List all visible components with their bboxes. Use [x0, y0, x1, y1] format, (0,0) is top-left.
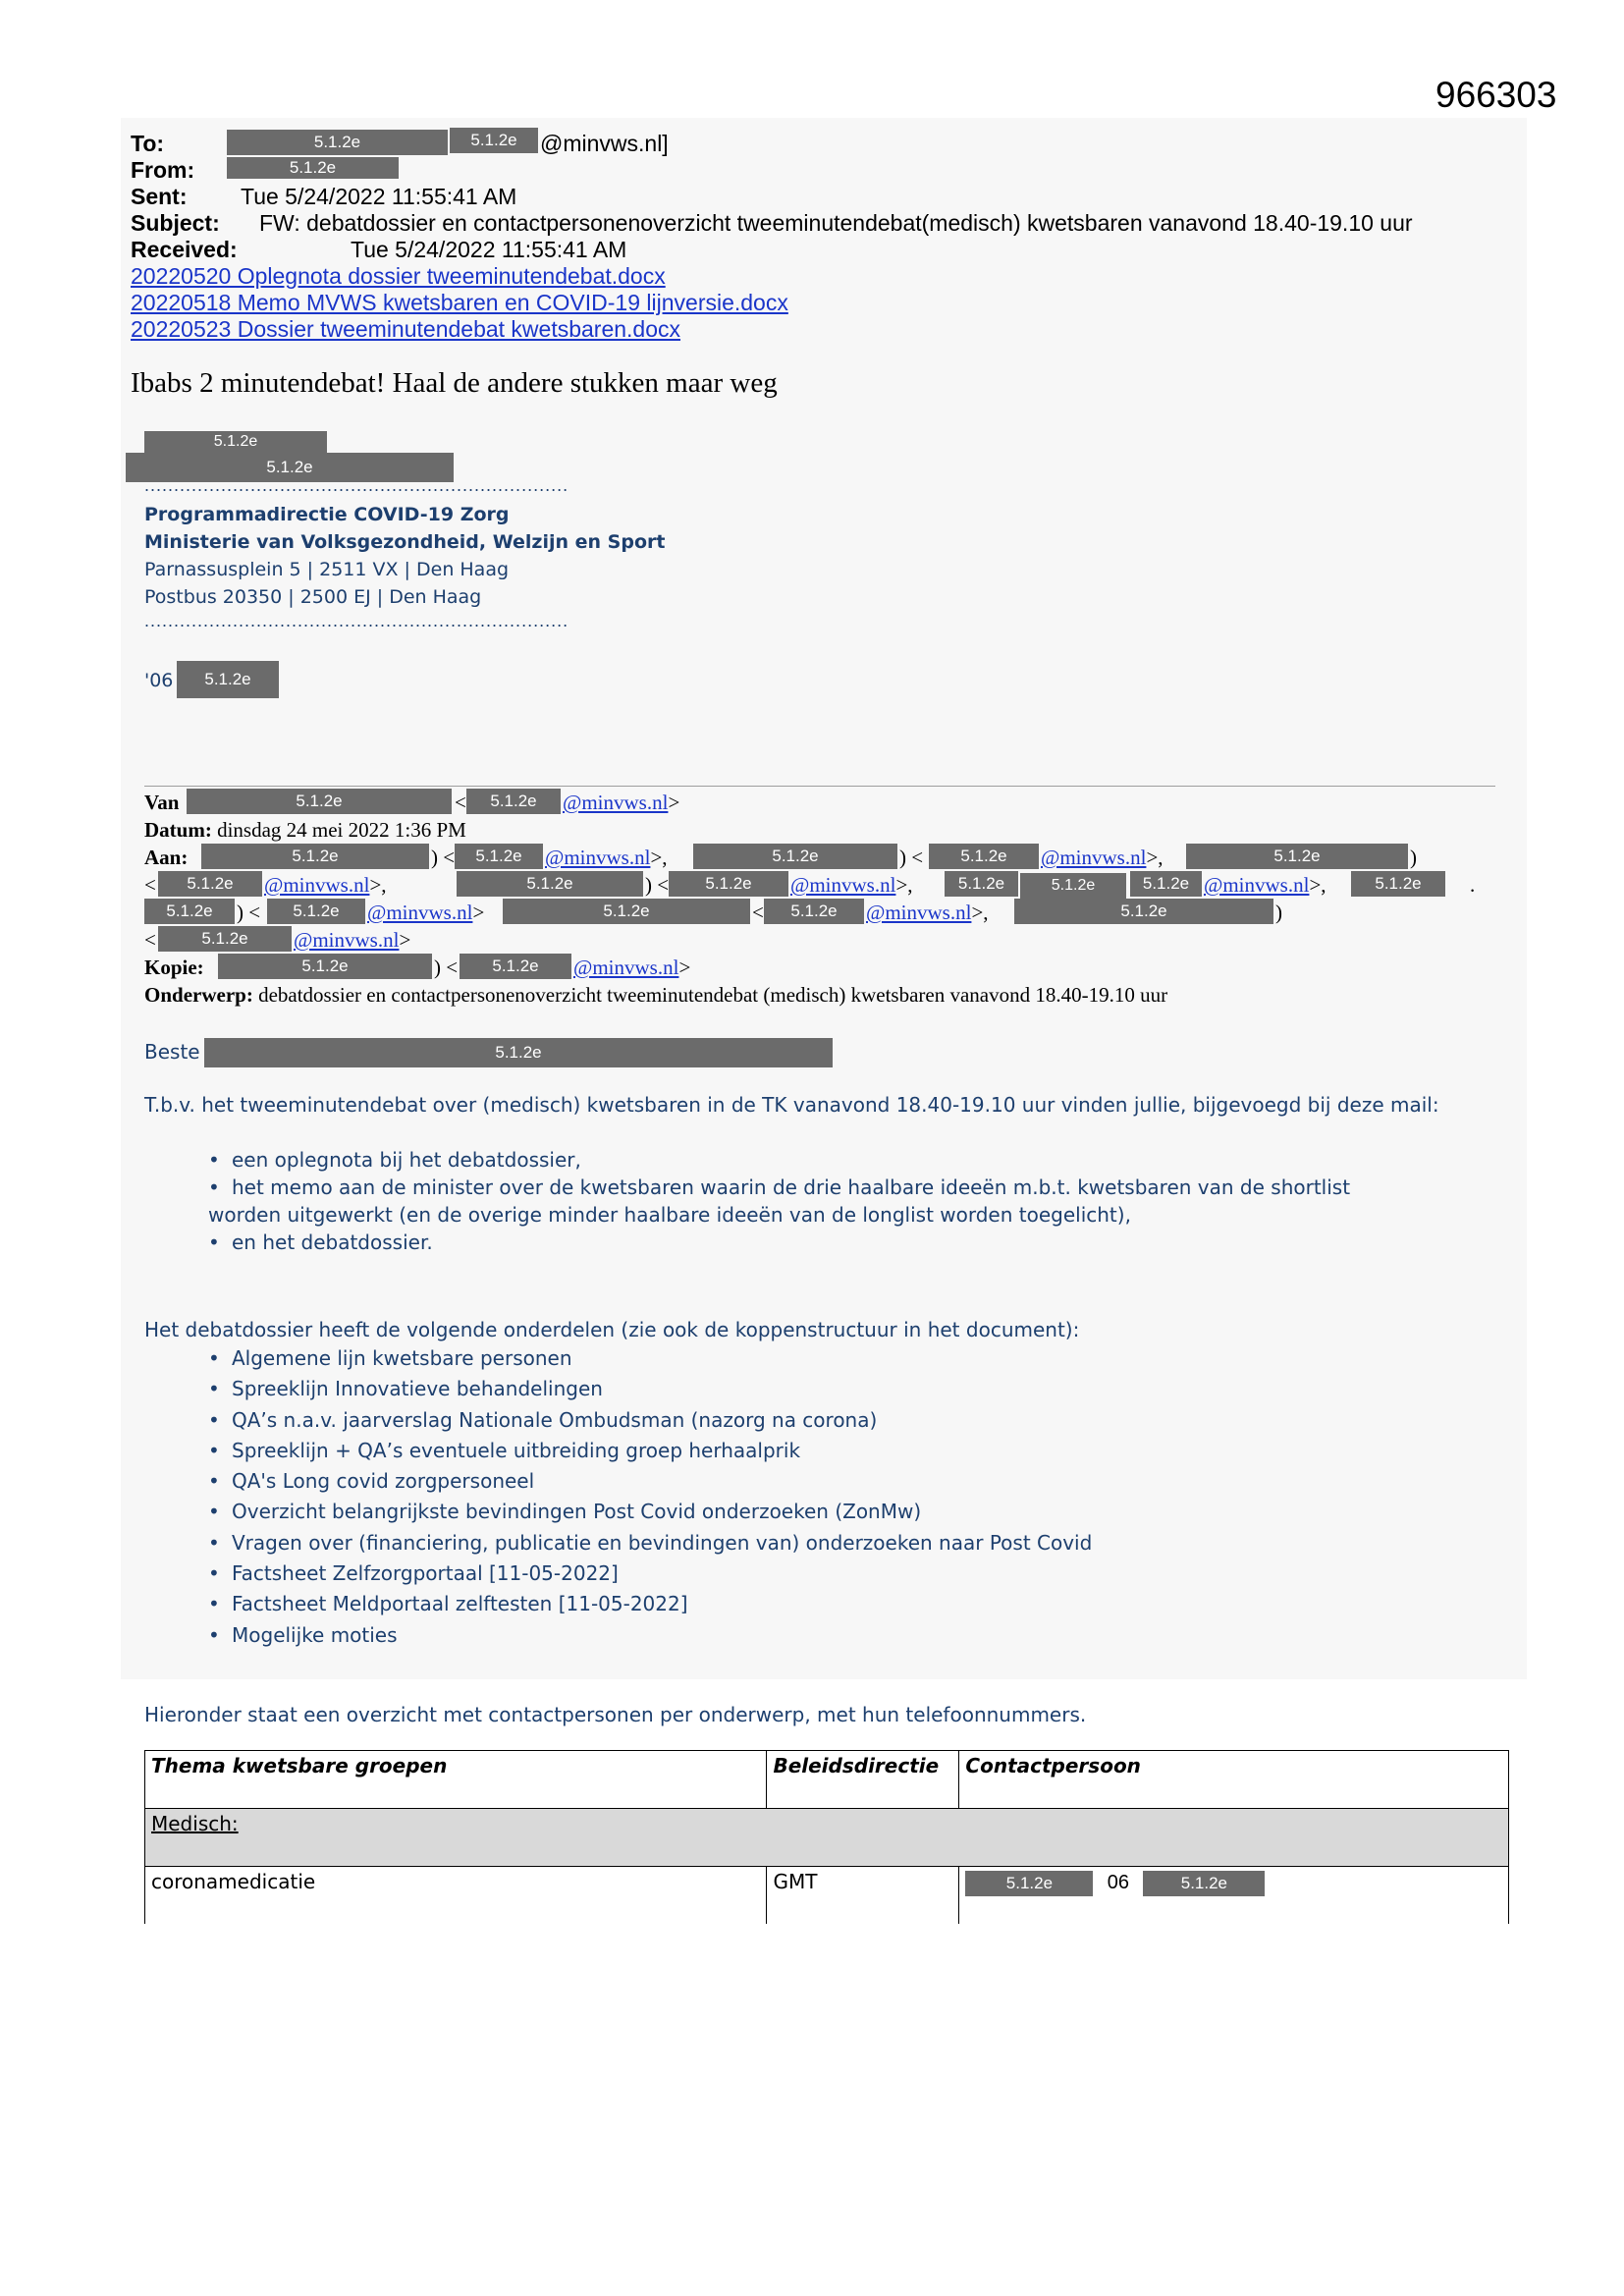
redaction-block: 5.1.2e: [177, 661, 279, 698]
bracket: ) <: [237, 901, 261, 924]
bracket: <: [144, 928, 156, 952]
signature-postbus: Postbus 20350 | 2500 EJ | Den Haag: [144, 586, 482, 608]
redaction-block: 5.1.2e: [218, 954, 432, 979]
contacts-table: [144, 1750, 1509, 1924]
cc-address: @minvws.nl>: [573, 956, 691, 979]
table-header: Thema kwetsbare groepen: [145, 1751, 767, 1809]
bracket: <: [455, 791, 466, 814]
recipient-address: @minvws.nl>: [294, 928, 411, 952]
redaction-block: 5.1.2e: [1143, 1871, 1265, 1896]
redaction-block: 5.1.2e: [1014, 899, 1273, 924]
redaction-block: 5.1.2e: [144, 899, 235, 924]
table-group-row: [145, 1809, 1509, 1867]
bracket: <: [752, 901, 764, 924]
redaction-block: 5.1.2e: [965, 1871, 1093, 1896]
dossier-parts-list: [208, 1343, 1092, 1651]
bracket: ) <: [431, 846, 456, 869]
to-label: To:: [131, 131, 165, 156]
redaction-block: 5.1.2e: [144, 431, 327, 453]
redaction-block: 5.1.2e: [158, 926, 292, 952]
attachment-link-oplegnota[interactable]: 20220520 Oplegnota dossier tweeminutendebat.docx: [131, 263, 666, 289]
signature-ministry: Ministerie van Volksgezondheid, Welzijn en Sport: [144, 531, 666, 553]
list-item: • Vragen over (financiering, publicatie en bevindingen van) onderzoeken naar Post Covid: [208, 1528, 1092, 1558]
redaction-block: 5.1.2e: [1020, 873, 1126, 899]
redaction-block: 5.1.2e: [945, 871, 1018, 897]
list-item: • QA’s n.a.v. jaarverslag Nationale Ombudsman (nazorg na corona): [208, 1405, 1092, 1436]
signature-phone-prefix: '06: [144, 670, 174, 691]
redaction-block: 5.1.2e: [227, 130, 448, 155]
kopie-label: Kopie:: [144, 956, 204, 979]
subject-label: Subject:: [131, 210, 220, 236]
list-item: • het memo aan de minister over de kwetsbaren waarin de drie haalbare ideeën m.b.t. kwetsbaren van de shortlist: [208, 1174, 1350, 1201]
greeting: Beste: [144, 1040, 200, 1064]
phone-prefix: 06: [1107, 1872, 1130, 1893]
redaction-block: 5.1.2e: [460, 954, 571, 979]
attachment-link-memo[interactable]: 20220518 Memo MVWS kwetsbaren en COVID-19 lijnversie.docx: [131, 290, 788, 315]
to-address-suffix: @minvws.nl]: [540, 131, 669, 156]
redaction-block: 5.1.2e: [693, 844, 897, 869]
recipient-address: @minvws.nl>: [367, 901, 485, 924]
list-item: • Overzicht belangrijkste bevindingen Post Covid onderzoeken (ZonMw): [208, 1497, 1092, 1527]
list-item: • Factsheet Zelfzorgportaal [11-05-2022]: [208, 1558, 1092, 1589]
redaction-block: 5.1.2e: [126, 453, 454, 482]
list-item-continuation: worden uitgewerkt (en de overige minder haalbare ideeën van de longlist worden toegelicht),: [208, 1203, 1131, 1227]
intro-paragraph: T.b.v. het tweeminutendebat over (medisch) kwetsbaren in de TK vanavond 18.40-19.10 uur vinden jullie, bijgevoegd bij deze mail:: [144, 1093, 1439, 1117]
redaction-block: 5.1.2e: [455, 844, 543, 869]
redaction-block: 5.1.2e: [227, 157, 399, 179]
recipient-address: @minvws.nl>,: [264, 873, 387, 897]
aan-label: Aan:: [144, 846, 189, 869]
attachment-link-dossier[interactable]: 20220523 Dossier tweeminutendebat kwetsbaren.docx: [131, 316, 681, 342]
sent-value: Tue 5/24/2022 11:55:41 AM: [241, 184, 517, 209]
attachment-list-end: [208, 1229, 433, 1256]
received-value: Tue 5/24/2022 11:55:41 AM: [351, 237, 627, 262]
table-cell-directie: GMT: [767, 1867, 959, 1925]
list-item: • Algemene lijn kwetsbare personen: [208, 1343, 1092, 1374]
bracket: ): [1410, 846, 1417, 869]
recipient-address: @minvws.nl>,: [866, 901, 989, 924]
list-item: • Spreeklijn Innovatieve behandelingen: [208, 1374, 1092, 1404]
signature-address: Parnassusplein 5 | 2511 VX | Den Haag: [144, 559, 510, 580]
list-item: • QA's Long covid zorgpersoneel: [208, 1466, 1092, 1497]
sender-address: @minvws.nl>: [563, 791, 680, 814]
bracket: <: [144, 873, 156, 897]
table-header-row: [145, 1751, 1509, 1809]
list-item: • Mogelijke moties: [208, 1620, 1092, 1651]
list-item: • en het debatdossier.: [208, 1229, 433, 1256]
table-group-label: Medisch:: [145, 1809, 1509, 1867]
signature-divider: ........................................................................: [144, 475, 569, 495]
document-number: 966303: [1435, 75, 1557, 115]
redaction-block: 5.1.2e: [158, 871, 262, 897]
redaction-block: 5.1.2e: [450, 128, 538, 153]
onderwerp-line: Onderwerp: debatdossier en contactpersonenoverzicht tweeminutendebat (medisch) kwetsbaren vanavond 18.40-19.10 uur: [144, 983, 1168, 1007]
recipient-address: @minvws.nl>,: [545, 846, 668, 869]
punctuation: .: [1470, 873, 1476, 897]
redaction-block: 5.1.2e: [1130, 871, 1202, 897]
table-cell-contact: [959, 1867, 1509, 1925]
redaction-block: 5.1.2e: [187, 789, 452, 814]
recipient-address: @minvws.nl>,: [1204, 873, 1326, 897]
forward-separator: [144, 786, 1495, 787]
contacts-intro: Hieronder staat een overzicht met contactpersonen per onderwerp, met hun telefoonnummers.: [144, 1703, 1087, 1726]
sent-label: Sent:: [131, 184, 188, 209]
redaction-block: 5.1.2e: [503, 899, 750, 924]
table-row: [145, 1867, 1509, 1925]
redaction-block: 5.1.2e: [929, 844, 1039, 869]
bracket: ): [1275, 901, 1282, 924]
list-item: • een oplegnota bij het debatdossier,: [208, 1146, 1350, 1174]
parts-intro: Het debatdossier heeft de volgende onderdelen (zie ook de koppenstructuur in het document):: [144, 1318, 1080, 1341]
redaction-block: 5.1.2e: [669, 871, 788, 897]
recipient-address: @minvws.nl>,: [790, 873, 913, 897]
table-cell-thema: coronamedicatie: [145, 1867, 767, 1925]
bracket: ) <: [899, 846, 924, 869]
datum-line: Datum: dinsdag 24 mei 2022 1:36 PM: [144, 818, 466, 842]
redaction-block: 5.1.2e: [457, 871, 643, 897]
redaction-block: 5.1.2e: [267, 899, 365, 924]
received-label: Received:: [131, 237, 238, 262]
list-item: • Spreeklijn + QA’s eventuele uitbreiding groep herhaalprik: [208, 1436, 1092, 1466]
bracket: ) <: [645, 873, 670, 897]
recipient-address: @minvws.nl>,: [1041, 846, 1164, 869]
list-item: • Factsheet Meldportaal zelftesten [11-05-2022]: [208, 1589, 1092, 1619]
redaction-block: 5.1.2e: [1186, 844, 1408, 869]
signature-org: Programmadirectie COVID-19 Zorg: [144, 504, 510, 525]
bracket: ) <: [434, 956, 459, 979]
handwritten-note: Ibabs 2 minutendebat! Haal de andere stukken maar weg: [131, 367, 778, 399]
attachment-list: [208, 1146, 1350, 1201]
table-header: Beleidsdirectie: [767, 1751, 959, 1809]
redaction-block: 5.1.2e: [201, 844, 429, 869]
subject-value: FW: debatdossier en contactpersonenoverzicht tweeminutendebat(medisch) kwetsbaren vanavond 18.40-19.10 uur: [259, 210, 1413, 236]
redaction-block: 5.1.2e: [466, 789, 561, 814]
redaction-block: 5.1.2e: [764, 899, 864, 924]
table-header: Contactpersoon: [959, 1751, 1509, 1809]
redaction-block: 5.1.2e: [204, 1038, 833, 1067]
redaction-block: 5.1.2e: [1351, 871, 1445, 897]
signature-divider: ........................................................................: [144, 611, 569, 630]
from-label: From:: [131, 157, 195, 183]
van-label: Van: [144, 791, 180, 814]
